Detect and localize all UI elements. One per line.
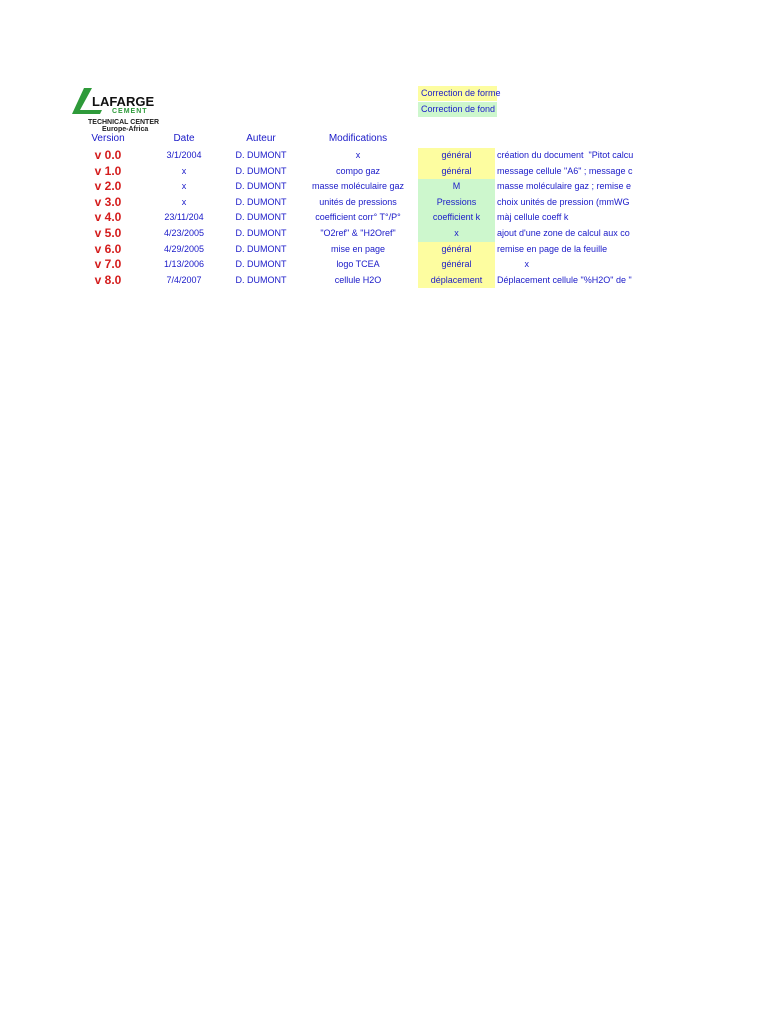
category-cell: général <box>418 257 495 273</box>
description-cell: masse moléculaire gaz ; remise e <box>497 181 632 192</box>
table-row <box>0 179 650 195</box>
description-cell: ajout d'une zone de calcul aux co <box>497 228 630 238</box>
legend-correction-forme: Correction de forme <box>418 86 497 101</box>
modification-cell: mise en page <box>330 243 386 254</box>
region-label: Europe-Africa <box>102 126 149 133</box>
author-cell: D. DUMONT <box>235 228 287 238</box>
date-cell: 23/11/204 <box>164 212 204 223</box>
header-auteur: Auteur <box>246 133 276 144</box>
table-row <box>0 148 650 164</box>
version-cell: v 4.0 <box>94 210 122 225</box>
category-cell: coefficient k <box>418 210 495 226</box>
date-cell: 4/23/2005 <box>163 228 205 238</box>
date-cell: 7/4/2007 <box>166 274 202 285</box>
modification-cell: "O2ref" & "H2Oref" <box>320 228 396 238</box>
version-cell: v 5.0 <box>94 226 122 240</box>
version-cell: v 3.0 <box>94 194 122 209</box>
table-row <box>0 226 650 242</box>
header-modifications: Modifications <box>328 133 388 144</box>
category-cell: M <box>418 179 495 195</box>
table-row <box>0 257 650 273</box>
modification-cell: coefficient corr° T°/P° <box>315 212 401 223</box>
date-cell: x <box>181 181 187 192</box>
date-cell: 1/13/2006 <box>163 259 205 270</box>
category-cell: général <box>418 242 495 258</box>
header-date: Date <box>173 133 195 144</box>
modification-cell: cellule H2O <box>334 274 382 285</box>
table-row <box>0 195 650 211</box>
description-cell: création du document "Pitot calcu <box>497 150 634 160</box>
table-row <box>0 273 650 289</box>
version-cell: v 2.0 <box>94 179 122 194</box>
description-cell: choix unités de pression (mmWG <box>497 196 630 207</box>
modification-cell: unités de pressions <box>319 196 397 207</box>
logo-subtitle: CEMENT <box>112 108 148 115</box>
date-cell: x <box>181 196 187 207</box>
legend-correction-fond: Correction de fond <box>418 102 497 117</box>
description-cell: Déplacement cellule "%H2O" de " <box>497 274 632 285</box>
modification-cell: masse moléculaire gaz <box>311 181 405 192</box>
description-cell: remise en page de la feuille <box>497 243 608 254</box>
header-version: Version <box>91 133 125 144</box>
category-cell: général <box>418 148 495 164</box>
author-cell: D. DUMONT <box>235 274 287 285</box>
category-cell: général <box>418 164 495 180</box>
author-cell: D. DUMONT <box>235 212 287 223</box>
description-cell: màj cellule coeff k <box>497 212 569 223</box>
modification-cell: logo TCEA <box>336 259 380 270</box>
table-row <box>0 210 650 226</box>
logo-wordmark: LAFARGE <box>92 94 155 109</box>
author-cell: D. DUMONT <box>235 196 287 207</box>
table-row <box>0 242 650 258</box>
author-cell: D. DUMONT <box>235 259 287 270</box>
table-row <box>0 164 650 180</box>
date-cell: 4/29/2005 <box>163 243 205 254</box>
author-cell: D. DUMONT <box>235 165 287 176</box>
version-cell: v 8.0 <box>94 272 122 287</box>
category-cell: déplacement <box>418 273 495 289</box>
modification-cell: x <box>355 150 361 160</box>
author-cell: D. DUMONT <box>235 181 287 192</box>
version-cell: v 7.0 <box>94 257 122 272</box>
modification-cell: compo gaz <box>335 165 381 176</box>
version-cell: v 1.0 <box>94 163 122 178</box>
version-cell: v 0.0 <box>94 148 122 162</box>
author-cell: D. DUMONT <box>235 243 287 254</box>
version-cell: v 6.0 <box>94 241 122 256</box>
category-cell: Pressions <box>418 195 495 211</box>
author-cell: D. DUMONT <box>235 150 287 160</box>
category-cell: x <box>418 226 495 242</box>
technical-center-label: TECHNICAL CENTER <box>88 119 160 126</box>
description-cell: message cellule "A6" ; message c <box>497 165 633 176</box>
date-cell: 3/1/2004 <box>166 150 202 160</box>
description-cell: x <box>497 259 530 270</box>
date-cell: x <box>181 165 187 176</box>
